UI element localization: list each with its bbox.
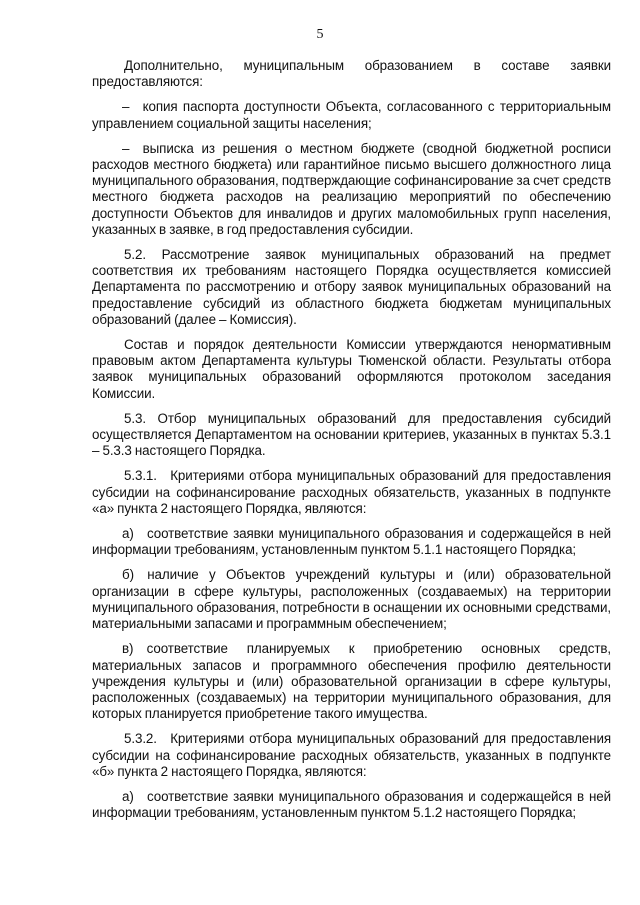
- list-item-budget-extract: – выписка из решения о местном бюджете (сводной бюджетной росписи расходов местного бюджета) или гарантийное письмо высшего должностного лица муниципального образования, подтверждающие софинансирование за счет средств местного бюджета расходов на реализацию мероприятий по обеспечению доступности Объектов для инвалидов и других маломобильных групп населения, указанных в заявке, в год предоставления субсидии.: [92, 140, 611, 237]
- paragraph-5-3-1: 5.3.1. Критериями отбора муниципальных образований для предоставления субсидии на софинансирование расходных обязательств, указанных в подпункте «а» пункта 2 настоящего Порядка, являются:: [92, 468, 611, 516]
- list-item-b: б) наличие у Объектов учреждений культуры и (или) образовательной организации в сфере культуры, расположенных (создаваемых) на территории муниципального образования, потребности в оснащении их основными средствами, материальными запасами и программным обеспечением;: [92, 567, 611, 632]
- paragraph-5-3-2: 5.3.2. Критериями отбора муниципальных образований для предоставления субсидии на софинансирование расходных обязательств, указанных в подпункте «б» пункта 2 настоящего Порядка, являются:: [92, 731, 611, 779]
- list-item-a: а) соответствие заявки муниципального образования и содержащейся в ней информации требованиям, установленным пунктом 5.1.1 настоящего Порядка;: [92, 526, 611, 558]
- list-item-v: в) соответствие планируемых к приобретению основных средств, материальных запасов и программного обеспечения профилю деятельности учреждения культуры и (или) образовательной организации в сфере культуры, расположенных (создаваемых) на территории муниципального образования, для которых планируется приобретение такого имущества.: [92, 641, 611, 722]
- paragraph-5-2: 5.2. Рассмотрение заявок муниципальных образований на предмет соответствия их требованиям настоящего Порядка осуществляется комиссией Департамента по рассмотрению и отбору заявок муниципальных образований на предоставление субсидий из областного бюджета бюджетам муниципальных образований (далее – Комиссия).: [92, 247, 611, 327]
- list-item-a-2: а) соответствие заявки муниципального образования и содержащейся в ней информации требованиям, установленным пунктом 5.1.2 настоящего Порядка;: [92, 788, 611, 821]
- list-item-passport: – копия паспорта доступности Объекта, согласованного с территориальным управлением социальной защиты населения;: [92, 99, 611, 131]
- paragraph-5-3: 5.3. Отбор муниципальных образований для предоставления субсидий осуществляется Департаментом на основании критериев, указанных в пунктах 5.3.1 – 5.3.3 настоящего Порядка.: [92, 410, 611, 459]
- paragraph-additional-docs: Дополнительно, муниципальным образованием в составе заявки предоставляются:: [92, 58, 611, 90]
- document-body: [92, 58, 611, 830]
- paragraph-commission: Состав и порядок деятельности Комиссии утверждаются ненормативным правовым актом Департамента культуры Тюменской области. Результаты отбора заявок муниципальных образований оформляются протоколом заседания Комиссии.: [92, 337, 611, 401]
- page-number: 5: [316, 27, 324, 42]
